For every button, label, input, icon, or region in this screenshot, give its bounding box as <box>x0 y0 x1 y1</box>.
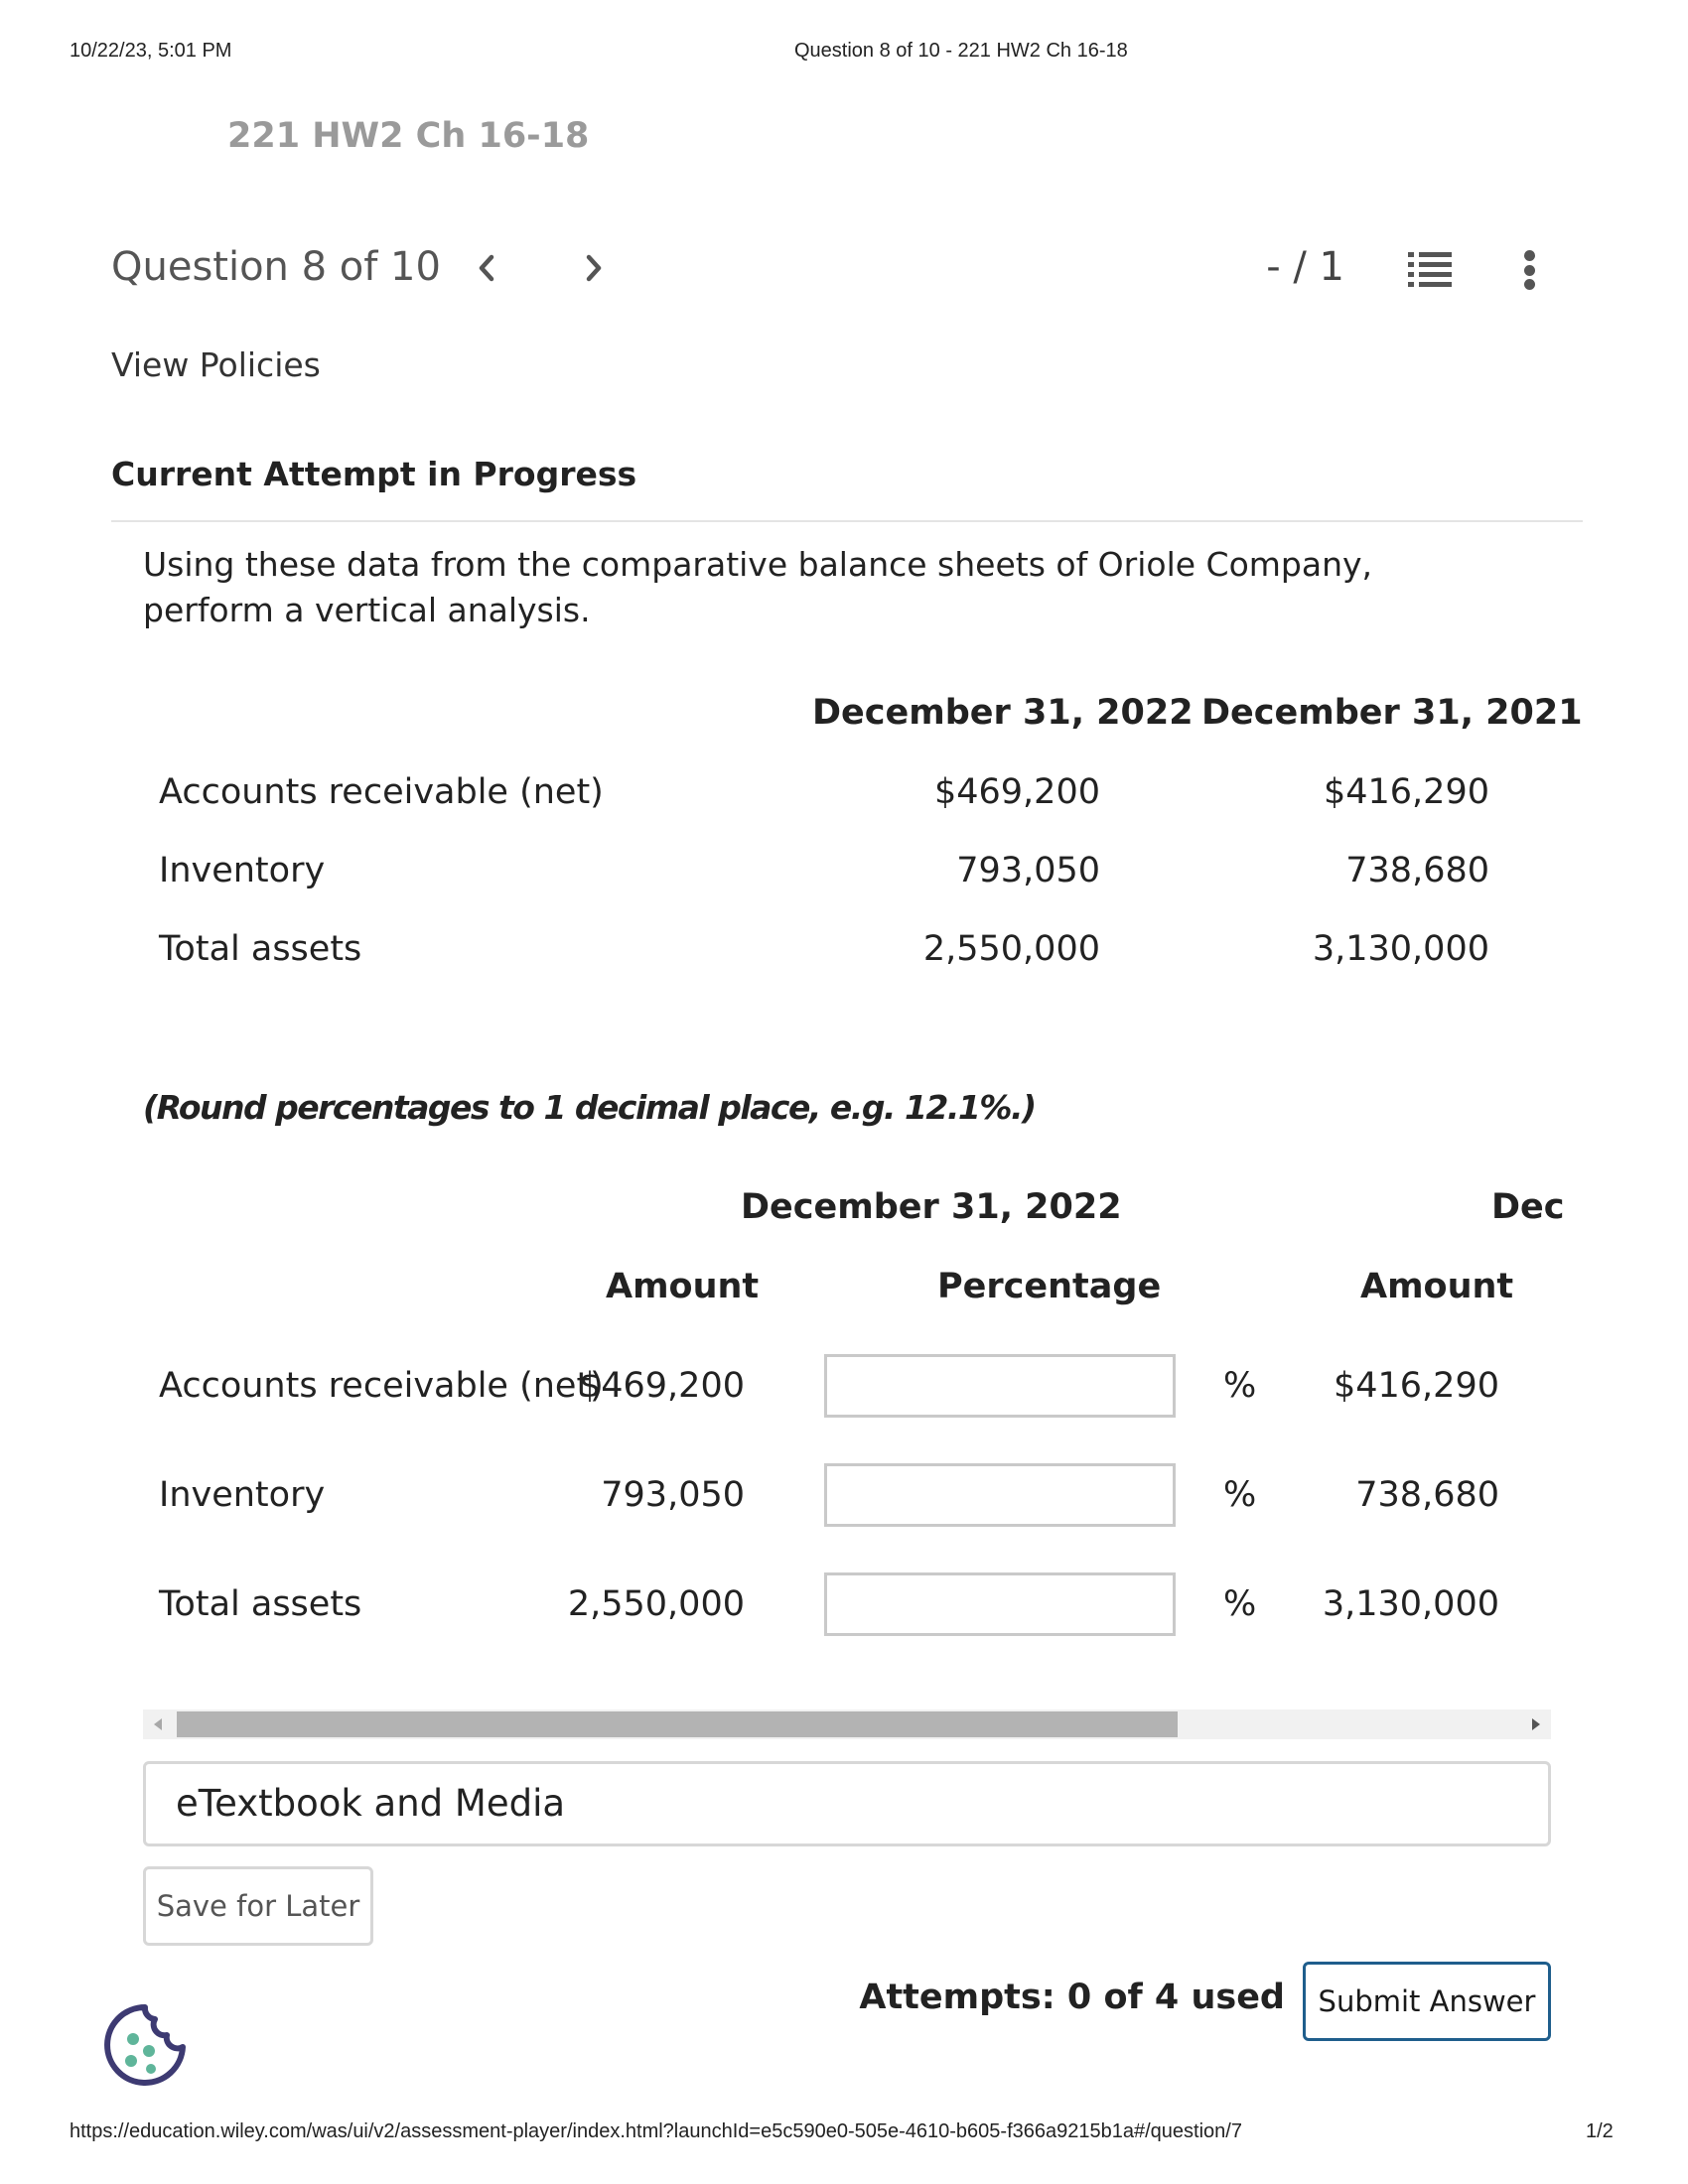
divider <box>111 520 1583 522</box>
next-question-button[interactable] <box>574 248 614 288</box>
given-value-2022: 2,550,000 <box>922 929 1100 969</box>
scroll-left-button[interactable] <box>143 1709 173 1739</box>
percentage-header-2022: Percentage <box>937 1267 1162 1306</box>
attempt-heading: Current Attempt in Progress <box>111 455 637 493</box>
answer-group-header-2022: December 31, 2022 <box>741 1187 1122 1227</box>
given-value-2022: $469,200 <box>933 772 1100 812</box>
scroll-right-button[interactable] <box>1521 1709 1551 1739</box>
answer-row-label: Total assets <box>159 1584 362 1624</box>
assignment-title: 221 HW2 Ch 16-18 <box>227 116 590 156</box>
kebab-dot <box>1524 279 1535 290</box>
given-row-label: Accounts receivable (net) <box>159 772 604 812</box>
percent-sign: % <box>1223 1475 1257 1515</box>
given-value-2021: 738,680 <box>1345 851 1489 890</box>
question-title: Question 8 of 10 <box>111 244 441 290</box>
given-value-2022: 793,050 <box>956 851 1100 890</box>
caret-left-icon <box>153 1717 163 1731</box>
percentage-input-accounts-receivable[interactable] <box>824 1354 1176 1418</box>
answer-amount-2021: $416,290 <box>1333 1366 1499 1406</box>
print-footer-url: https://education.wiley.com/was/ui/v2/assessment-player/index.html?launchId=e5c590e0-505e-4610-b605-f366a9215b1a#/question/7 <box>70 2120 1242 2142</box>
given-header-2022: December 31, 2022 <box>812 693 1194 733</box>
percent-sign: % <box>1223 1366 1257 1406</box>
question-score: - / 1 <box>1266 244 1344 290</box>
answer-amount-2022: 2,550,000 <box>567 1584 745 1624</box>
previous-question-button[interactable] <box>467 248 506 288</box>
save-for-later-button[interactable]: Save for Later <box>143 1866 373 1946</box>
amount-header-2021: Amount <box>1360 1267 1514 1306</box>
amount-header-2022: Amount <box>606 1267 760 1306</box>
scrollbar-thumb[interactable] <box>177 1711 1178 1737</box>
kebab-dot <box>1524 265 1535 276</box>
chevron-left-icon <box>475 252 498 284</box>
print-footer-page: 1/2 <box>1586 2120 1614 2142</box>
answer-row-label: Accounts receivable (net) <box>159 1366 604 1406</box>
given-value-2021: 3,130,000 <box>1312 929 1489 969</box>
caret-right-icon <box>1531 1717 1541 1731</box>
table-horizontal-scrollbar[interactable] <box>143 1709 1551 1739</box>
question-list-button[interactable] <box>1408 250 1452 290</box>
percentage-input-total-assets[interactable] <box>824 1572 1176 1636</box>
cookie-icon <box>101 2001 189 2089</box>
answer-amount-2022: $469,200 <box>578 1366 745 1406</box>
rounding-instructions: (Round percentages to 1 decimal place, e.g. 12.1%.) <box>143 1088 1036 1127</box>
print-datetime: 10/22/23, 5:01 PM <box>70 40 232 62</box>
answer-amount-2021: 738,680 <box>1355 1475 1499 1515</box>
given-row-label: Total assets <box>159 929 362 969</box>
attempts-counter: Attempts: 0 of 4 used <box>859 1978 1285 2017</box>
more-options-button[interactable] <box>1515 248 1543 292</box>
print-page-title: Question 8 of 10 - 221 HW2 Ch 16-18 <box>794 40 1128 62</box>
kebab-dot <box>1524 250 1535 261</box>
etextbook-and-media-panel[interactable]: eTextbook and Media <box>143 1761 1551 1846</box>
percent-sign: % <box>1223 1584 1257 1624</box>
given-value-2021: $416,290 <box>1323 772 1489 812</box>
given-row-label: Inventory <box>159 851 326 890</box>
numbered-list-icon <box>1408 250 1452 290</box>
chevron-right-icon <box>582 252 606 284</box>
answer-row-label: Inventory <box>159 1475 326 1515</box>
percentage-input-inventory[interactable] <box>824 1463 1176 1527</box>
answer-amount-2022: 793,050 <box>601 1475 745 1515</box>
question-prompt: Using these data from the comparative balance sheets of Oriole Company, perform a vertical analysis. <box>143 545 1373 629</box>
submit-answer-button[interactable]: Submit Answer <box>1303 1962 1551 2041</box>
answer-amount-2021: 3,130,000 <box>1322 1584 1499 1624</box>
cookie-settings-button[interactable] <box>101 2001 189 2089</box>
view-policies-link[interactable]: View Policies <box>111 345 321 384</box>
answer-group-header-2021: Dec <box>1491 1187 1565 1227</box>
given-header-2021: December 31, 2021 <box>1201 693 1583 733</box>
